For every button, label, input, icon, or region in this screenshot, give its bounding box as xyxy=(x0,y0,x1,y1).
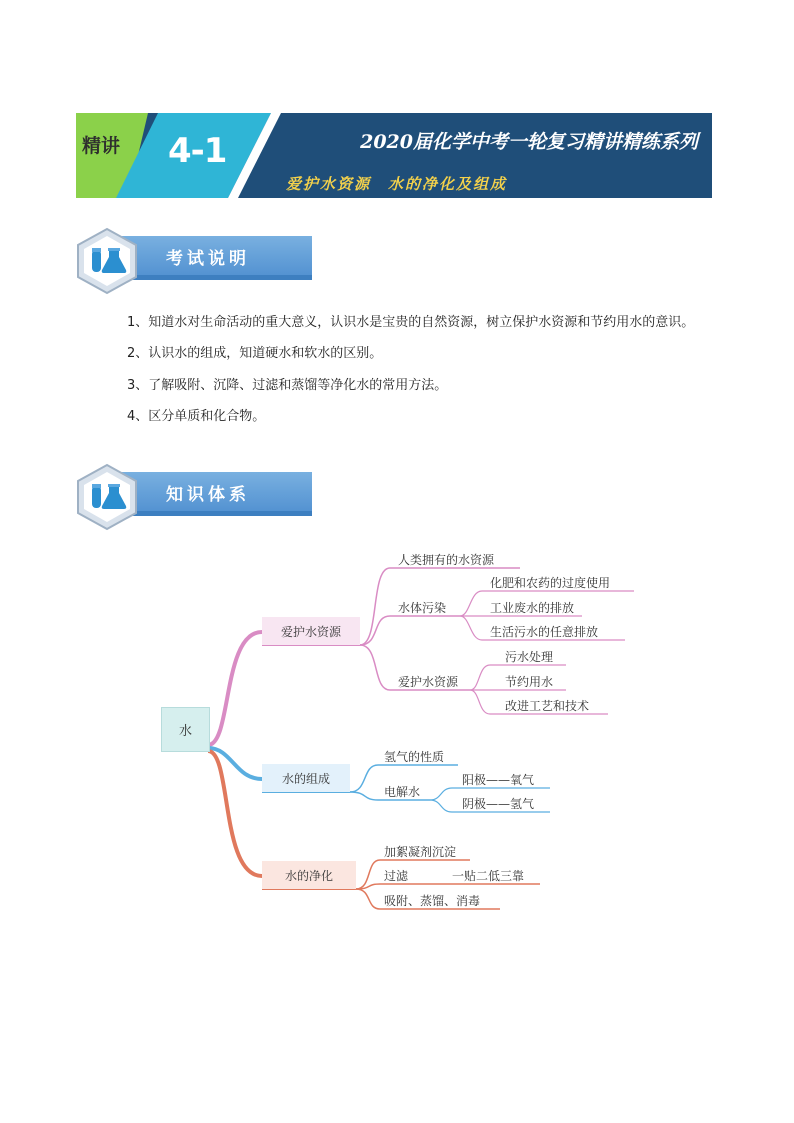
series-title: 2020届化学中考一轮复习精讲精练系列 xyxy=(360,131,698,153)
lesson-number: 4-1 xyxy=(168,131,227,171)
node-protect-saving: 节约用水 xyxy=(505,675,554,689)
objective-item-3: 3、了解吸附、沉降、过滤和蒸馏等净化水的常用方法。 xyxy=(127,378,448,393)
node-anode-oxygen: 阳极——氧气 xyxy=(462,773,535,787)
objective-item-4: 4、区分单质和化合物。 xyxy=(127,409,266,424)
node-water-resources: 人类拥有的水资源 xyxy=(398,553,495,567)
node-filtration: 过滤 xyxy=(384,869,409,883)
node-cathode-hydrogen: 阴极——氢气 xyxy=(462,797,535,811)
node-protect-technology: 改进工艺和技术 xyxy=(505,699,590,713)
node-hydrogen-properties: 氢气的性质 xyxy=(384,750,445,764)
node-water-pollution: 水体污染 xyxy=(398,601,447,615)
node-pollution-domestic: 生活污水的任意排放 xyxy=(490,625,599,639)
node-pollution-industrial: 工业废水的排放 xyxy=(490,601,575,615)
objective-item-1: 1、知道水对生命活动的重大意义，认识水是宝贵的自然资源，树立保护水资源和节约用水的意识。 xyxy=(127,315,695,330)
section-knowledge-label: 知识体系 xyxy=(166,485,250,505)
mind-map-root: 水 xyxy=(161,707,210,752)
node-pollution-fertilizer: 化肥和农药的过度使用 xyxy=(490,576,611,590)
node-electrolysis: 电解水 xyxy=(384,785,421,799)
objective-item-2: 2、认识水的组成，知道硬水和软水的区别。 xyxy=(127,346,383,361)
banner-tag: 精讲 xyxy=(82,135,121,157)
section-exam-label: 考试说明 xyxy=(166,249,250,269)
lesson-subtitle: 爱护水资源 水的净化及组成 xyxy=(286,175,508,193)
node-protect-water: 爱护水资源 xyxy=(398,675,459,689)
branch-water-purification: 水的净化 xyxy=(262,861,356,889)
branch-water-protection: 爱护水资源 xyxy=(262,617,360,645)
node-flocculant: 加絮凝剂沉淀 xyxy=(384,845,457,859)
branch-water-composition: 水的组成 xyxy=(262,764,350,792)
node-protect-sewage: 污水处理 xyxy=(505,650,554,664)
node-adsorption-distill: 吸附、蒸馏、消毒 xyxy=(384,894,481,908)
node-filter-rule: 一贴二低三靠 xyxy=(452,869,525,883)
